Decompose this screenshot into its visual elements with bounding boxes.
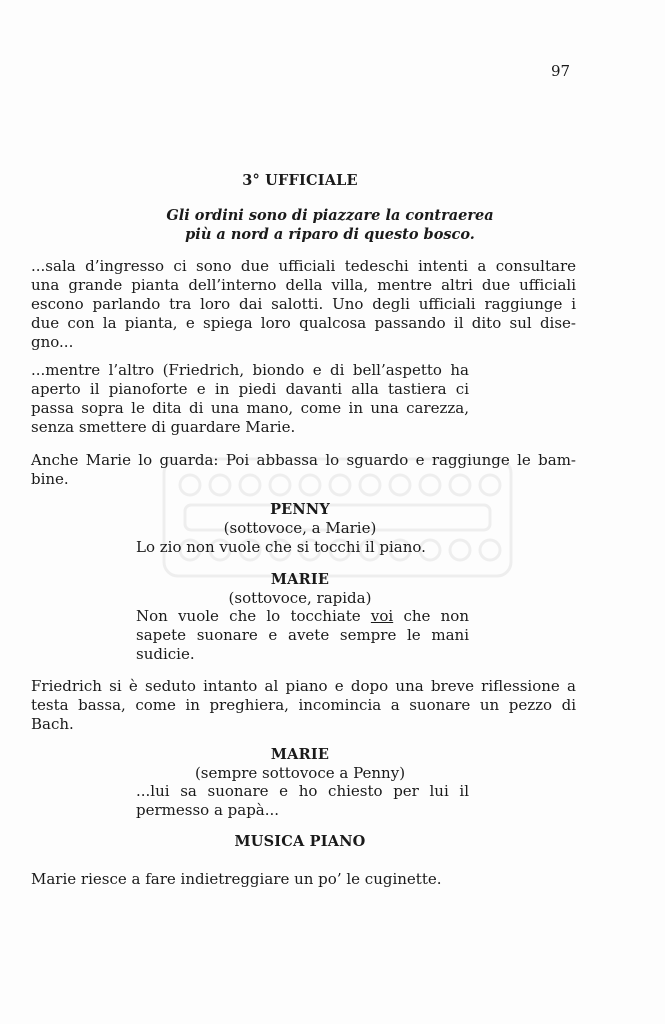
stage-direction-1 [31, 257, 576, 352]
dialog-marie [136, 607, 469, 664]
speaker-penny: PENNY [270, 501, 330, 518]
dialog-marie [136, 782, 469, 820]
speaker-marie: MARIE [270, 571, 330, 588]
stage-direction-5 [31, 870, 576, 889]
dialog-line: Gli ordini sono di piazzare la contraerea [166, 207, 494, 224]
text-line: ...mentre l’altro (Friedrich, biondo e di bell’aspetto ha [31, 361, 469, 379]
text-line: passa sopra le dita di una mano, come in una carezza, [31, 399, 469, 417]
parenthetical: (sottovoce, a Marie) [223, 519, 377, 537]
text-line: testa bassa, come in preghiera, incomincia a suonare un pezzo di [31, 696, 576, 714]
text-line: bine. [31, 470, 69, 488]
parenthetical: (sempre sottovoce a Penny) [194, 764, 406, 782]
text-line: Friedrich si è seduto intanto al piano e dopo una breve riflessione a [31, 677, 576, 695]
stage-direction-3 [31, 451, 576, 489]
text-line: Marie riesce a fare indietreggiare un po’ le cuginette. [31, 870, 442, 888]
parenthetical: (sottovoce, rapida) [228, 589, 372, 607]
text-line: Non vuole che lo tocchiate voi che non [136, 607, 469, 625]
text-line: sudicie. [136, 645, 195, 663]
stage-direction-2 [31, 361, 469, 437]
text-line: ...sala d’ingresso ci sono due ufficiali tedeschi intenti a consultare [31, 257, 576, 275]
text-line: due con la pianta, e spiega loro qualcosa passando il dito sul dise- [31, 314, 576, 332]
text-line: una grande pianta dell’interno della villa, mentre altri due ufficiali [31, 276, 576, 294]
dialog-line: più a nord a riparo di questo bosco. [185, 226, 475, 243]
text-line: Bach. [31, 715, 74, 733]
dialog-penny [136, 538, 476, 557]
text-line: Lo zio non vuole che si tocchi il piano. [136, 538, 426, 556]
text-line: ...lui sa suonare e ho chiesto per lui il [136, 782, 469, 800]
speaker-marie: MARIE [270, 746, 330, 763]
text-line: escono parlando tra loro dai salotti. Uno degli ufficiali raggiunge i [31, 295, 576, 313]
stage-direction-4 [31, 677, 576, 734]
text-line: permesso a papà... [136, 801, 280, 819]
emphasis-word: voi [370, 607, 394, 625]
heading-musica-piano: MUSICA PIANO [234, 833, 366, 850]
text-line: sapete suonare e avete sempre le mani [136, 626, 469, 644]
speaker-3-ufficiale: 3° UFFICIALE [242, 172, 358, 189]
text-line: gno... [31, 333, 74, 351]
text-line: aperto il pianoforte e in piedi davanti alla tastiera ci [31, 380, 469, 398]
text-line: senza smettere di guardare Marie. [31, 418, 296, 436]
text-line: Anche Marie lo guarda: Poi abbassa lo sguardo e raggiunge le bam- [31, 451, 576, 469]
page-number: 97 [551, 62, 571, 80]
